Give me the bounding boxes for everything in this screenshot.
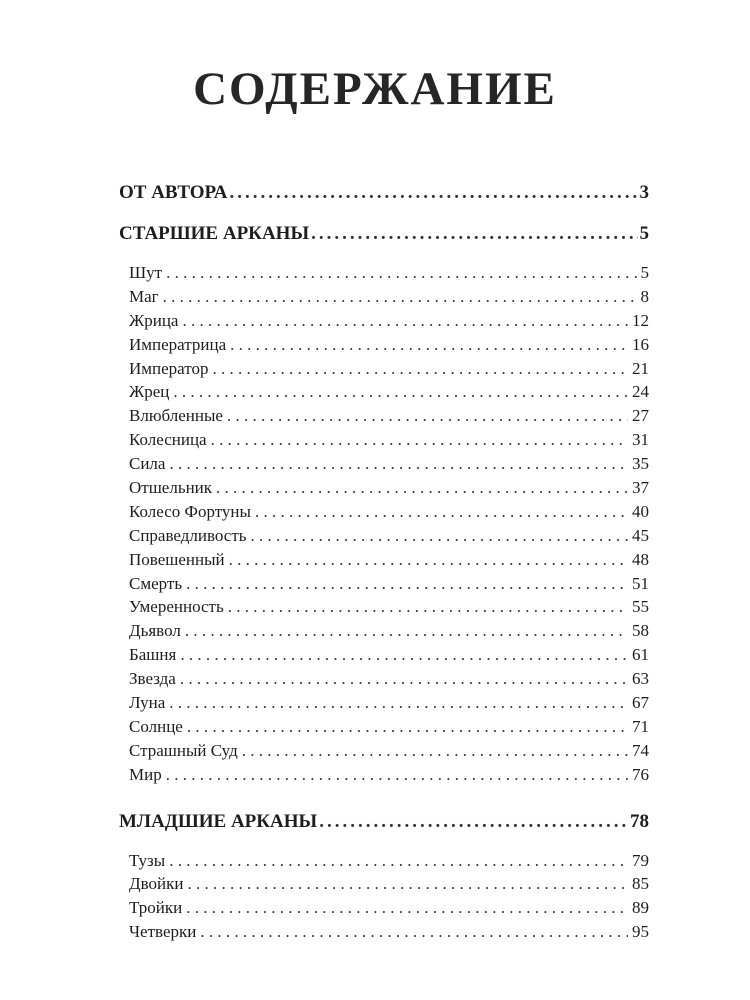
toc-item-page: 37 [632,478,649,498]
table-of-contents [119,180,649,944]
toc-item-label: Повешенный [129,549,225,569]
toc-item-page: 45 [632,525,649,545]
toc-item[interactable] [119,872,649,896]
toc-item-page: 5 [640,263,649,282]
dot-leader [216,476,628,500]
dot-leader [163,285,637,309]
toc-item[interactable] [119,524,649,548]
dot-leader [180,667,628,691]
toc-item-page: 76 [632,764,649,784]
toc-section-page: 3 [639,182,649,203]
toc-item[interactable] [119,476,649,500]
toc-section-label: ОТ АВТОРА [119,182,228,203]
toc-item[interactable] [119,380,649,404]
toc-item-label: Смерть [129,573,183,593]
toc-item-label: Башня [129,645,177,665]
toc-item-page: 48 [632,549,649,569]
toc-item-page: 24 [632,382,649,402]
toc-item[interactable] [119,763,649,787]
toc-item[interactable] [119,739,649,763]
dot-leader [166,261,636,285]
toc-item-label: Колесница [129,430,207,450]
toc-item-page: 31 [632,430,649,450]
toc-item-page: 71 [632,716,649,736]
dot-leader [319,809,628,835]
dot-leader [251,524,628,548]
dot-leader [242,739,628,763]
dot-leader [186,896,628,920]
dot-leader [230,333,628,357]
toc-item-page: 79 [632,850,649,870]
toc-item-label: Сила [129,454,166,474]
toc-item[interactable] [119,691,649,715]
toc-item[interactable] [119,452,649,476]
toc-item-label: Влюбленные [129,406,223,426]
dot-leader [213,357,629,381]
toc-item[interactable] [119,428,649,452]
toc-item[interactable] [119,643,649,667]
toc-item-page: 21 [632,358,649,378]
dot-leader [200,920,628,944]
toc-item-label: Справедливость [129,525,247,545]
toc-item-label: Умеренность [129,597,224,617]
toc-item-label: Дьявол [129,621,181,641]
dot-leader [180,643,628,667]
toc-item[interactable] [119,896,649,920]
toc-item-page: 95 [632,922,649,942]
toc-section-page: 78 [630,810,649,832]
toc-item-page: 51 [632,573,649,593]
dot-leader [187,715,628,739]
toc-item[interactable] [119,548,649,572]
toc-item[interactable] [119,500,649,524]
toc-item-label: Мир [129,764,162,784]
dot-leader [173,380,628,404]
toc-item-page: 40 [632,501,649,521]
toc-item-label: Тузы [129,850,166,870]
dot-leader [311,221,637,247]
toc-subgroup-major-arcana [119,261,649,787]
dot-leader [169,691,628,715]
toc-item[interactable] [119,357,649,381]
toc-item[interactable] [119,285,649,309]
toc-item[interactable] [119,309,649,333]
toc-item[interactable] [119,595,649,619]
dot-leader [229,180,637,206]
dot-leader [228,595,628,619]
dot-leader [186,572,628,596]
toc-item-page: 63 [632,669,649,689]
toc-item-label: Отшельник [129,478,213,498]
toc-item-label: Четверки [129,922,197,942]
dot-leader [169,452,628,476]
toc-item-page: 74 [632,740,649,760]
dot-leader [255,500,628,524]
toc-item-page: 35 [632,454,649,474]
toc-item[interactable] [119,849,649,873]
toc-item-label: Колесо Фортуны [129,501,251,521]
toc-item[interactable] [119,667,649,691]
toc-item-label: Жрица [129,310,179,330]
toc-item-page: 55 [632,597,649,617]
toc-item-label: Маг [129,286,159,306]
toc-subgroup-minor-arcana [119,849,649,945]
toc-item-page: 8 [640,286,649,306]
toc-item-page: 61 [632,645,649,665]
toc-item-label: Солнце [129,716,183,736]
dot-leader [182,309,628,333]
toc-item-page: 12 [632,310,649,330]
dot-leader [229,548,628,572]
toc-item-page: 67 [632,693,649,713]
dot-leader [169,849,628,873]
toc-item-page: 85 [632,874,649,894]
toc-item-page: 16 [632,334,649,354]
toc-item-label: Жрец [129,382,170,402]
toc-item-page: 89 [632,898,649,918]
toc-item-label: Шут [129,263,163,282]
dot-leader [166,763,628,787]
toc-item[interactable] [119,715,649,739]
toc-section-page: 5 [639,223,649,244]
toc-item-page: 27 [632,406,649,426]
toc-section-entry[interactable] [119,221,649,247]
toc-item-label: Тройки [129,898,183,918]
toc-section-entry[interactable] [119,180,649,206]
toc-section-label: СТАРШИЕ АРКАНЫ [119,223,310,244]
toc-item[interactable] [119,261,649,285]
dot-leader [227,404,628,428]
toc-item-label: Двойки [129,874,184,894]
toc-item-label: Луна [129,693,166,713]
toc-item-label: Звезда [129,669,176,689]
toc-item-label: Император [129,358,209,378]
dot-leader [187,872,628,896]
dot-leader [211,428,628,452]
toc-item[interactable] [119,333,649,357]
toc-section-label: МЛАДШИЕ АРКАНЫ [119,810,318,832]
toc-item[interactable] [119,920,649,944]
page-title: СОДЕРЖАНИЕ [193,63,557,115]
toc-item-label: Страшный Суд [129,740,238,760]
dot-leader [185,619,628,643]
toc-item-page: 58 [632,621,649,641]
toc-item[interactable] [119,619,649,643]
toc-section-entry[interactable] [119,809,649,835]
toc-item[interactable] [119,404,649,428]
toc-item-label: Императрица [129,334,227,354]
toc-item[interactable] [119,572,649,596]
